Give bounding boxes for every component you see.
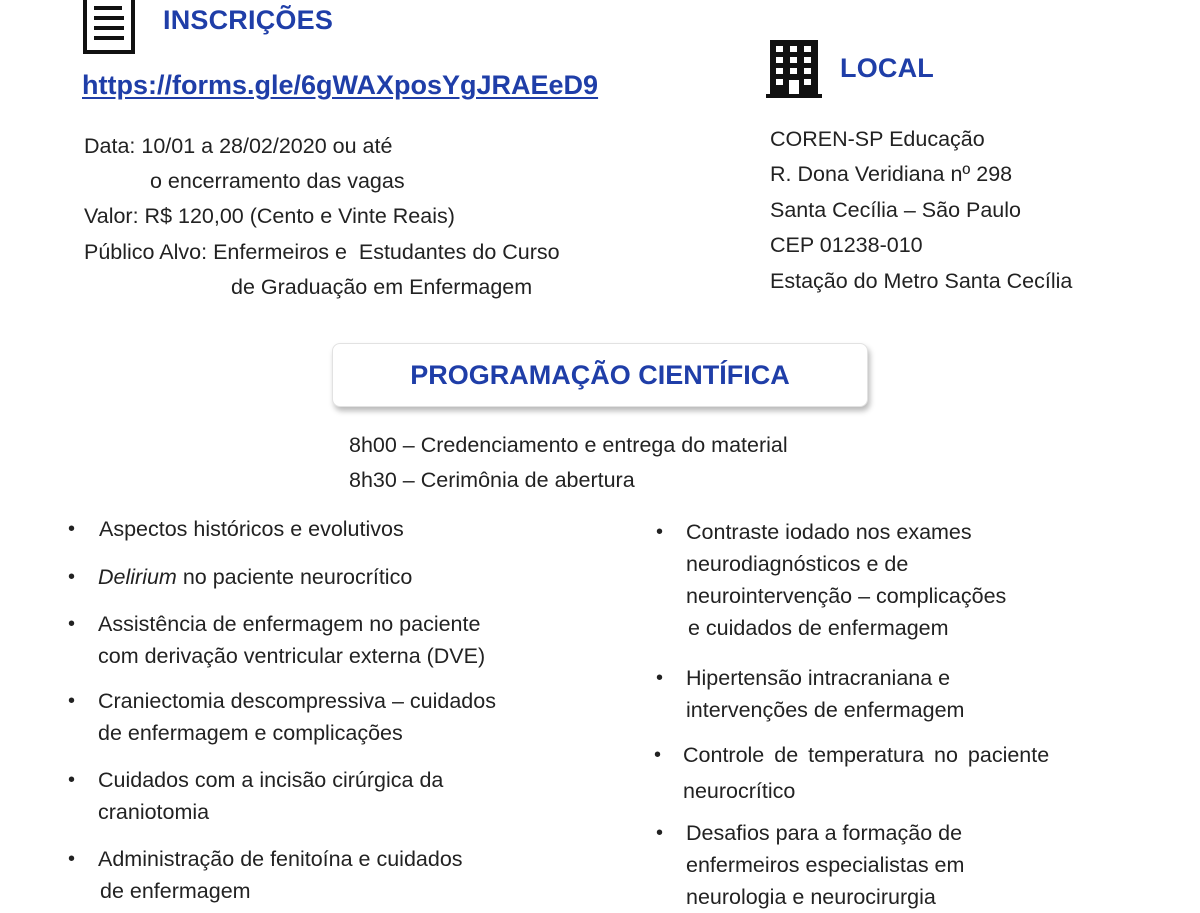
list-item: Hipertensão intracraniana e (686, 666, 951, 690)
list-item: Craniectomia descompressiva – cuidados (98, 689, 496, 713)
list-item: Aspectos históricos e evolutivos (99, 517, 404, 541)
list-item-cont: de enfermagem e complicações (98, 721, 403, 745)
list-item-cont: enfermeiros especialistas em (686, 853, 965, 877)
local-line-5: Estação do Metro Santa Cecília (770, 269, 1073, 293)
programacao-banner (332, 343, 868, 407)
list-item: Administração de fenitoína e cuidados (98, 847, 463, 871)
audience-line: Público Alvo: Enfermeiros e Estudantes do Curso (84, 240, 560, 264)
registration-link[interactable]: https://forms.gle/6gWAXposYgJRAEeD9 (82, 70, 599, 100)
list-item-cont: neurologia e neurocirurgia (686, 885, 936, 909)
list-item-cont: neurocrítico (683, 779, 796, 803)
bullet-dot: • (68, 690, 76, 712)
list-item (98, 561, 412, 593)
bullet-dot: • (656, 521, 664, 543)
bullet-dot: • (654, 744, 662, 766)
schedule-line-2: 8h30 – Cerimônia de abertura (349, 468, 635, 492)
bullet-dot: • (68, 518, 76, 540)
bullet-dot: • (68, 769, 76, 791)
schedule-line-1: 8h00 – Credenciamento e entrega do material (349, 433, 788, 457)
audience-line-cont: de Graduação em Enfermagem (231, 275, 533, 299)
building-icon (766, 40, 822, 98)
price-line: Valor: R$ 120,00 (Cento e Vinte Reais) (84, 204, 455, 228)
local-line-1: COREN-SP Educação (770, 127, 985, 151)
bullet-dot: • (656, 822, 664, 844)
list-item-cont: e cuidados de enfermagem (688, 616, 949, 640)
document-icon (82, 0, 138, 54)
list-item-cont: craniotomia (98, 800, 210, 824)
list-item-rest: no paciente neurocrítico (176, 565, 413, 589)
list-item: Desafios para a formação de (686, 821, 963, 845)
bullet-dot: • (68, 613, 76, 635)
list-item-cont: neurodiagnósticos e de (686, 552, 909, 576)
local-title: LOCAL (840, 53, 934, 83)
local-line-3: Santa Cecília – São Paulo (770, 198, 1021, 222)
date-line-cont: o encerramento das vagas (150, 169, 405, 193)
bullet-dot: • (68, 566, 76, 588)
bullet-dot: • (656, 667, 664, 689)
programacao-title: PROGRAMAÇÃO CIENTÍFICA (410, 359, 790, 390)
list-item: Assistência de enfermagem no paciente (98, 612, 481, 636)
list-item-cont: intervenções de enfermagem (686, 698, 965, 722)
list-item: Cuidados com a incisão cirúrgica da (98, 768, 444, 792)
list-item: Controle de temperatura no paciente (683, 743, 1050, 767)
list-item-emphasis: Delirium (98, 565, 177, 589)
list-item-cont: com derivação ventricular externa (DVE) (98, 644, 486, 668)
list-item-cont: neurointervenção – complicações (686, 584, 1007, 608)
local-line-2: R. Dona Veridiana nº 298 (770, 162, 1013, 186)
list-item-cont: de enfermagem (100, 879, 251, 903)
bullet-dot: • (68, 848, 76, 870)
inscricoes-title: INSCRIÇÕES (163, 5, 334, 35)
date-line: Data: 10/01 a 28/02/2020 ou até (84, 134, 393, 158)
local-line-4: CEP 01238-010 (770, 233, 923, 257)
list-item: Contraste iodado nos exames (686, 520, 972, 544)
